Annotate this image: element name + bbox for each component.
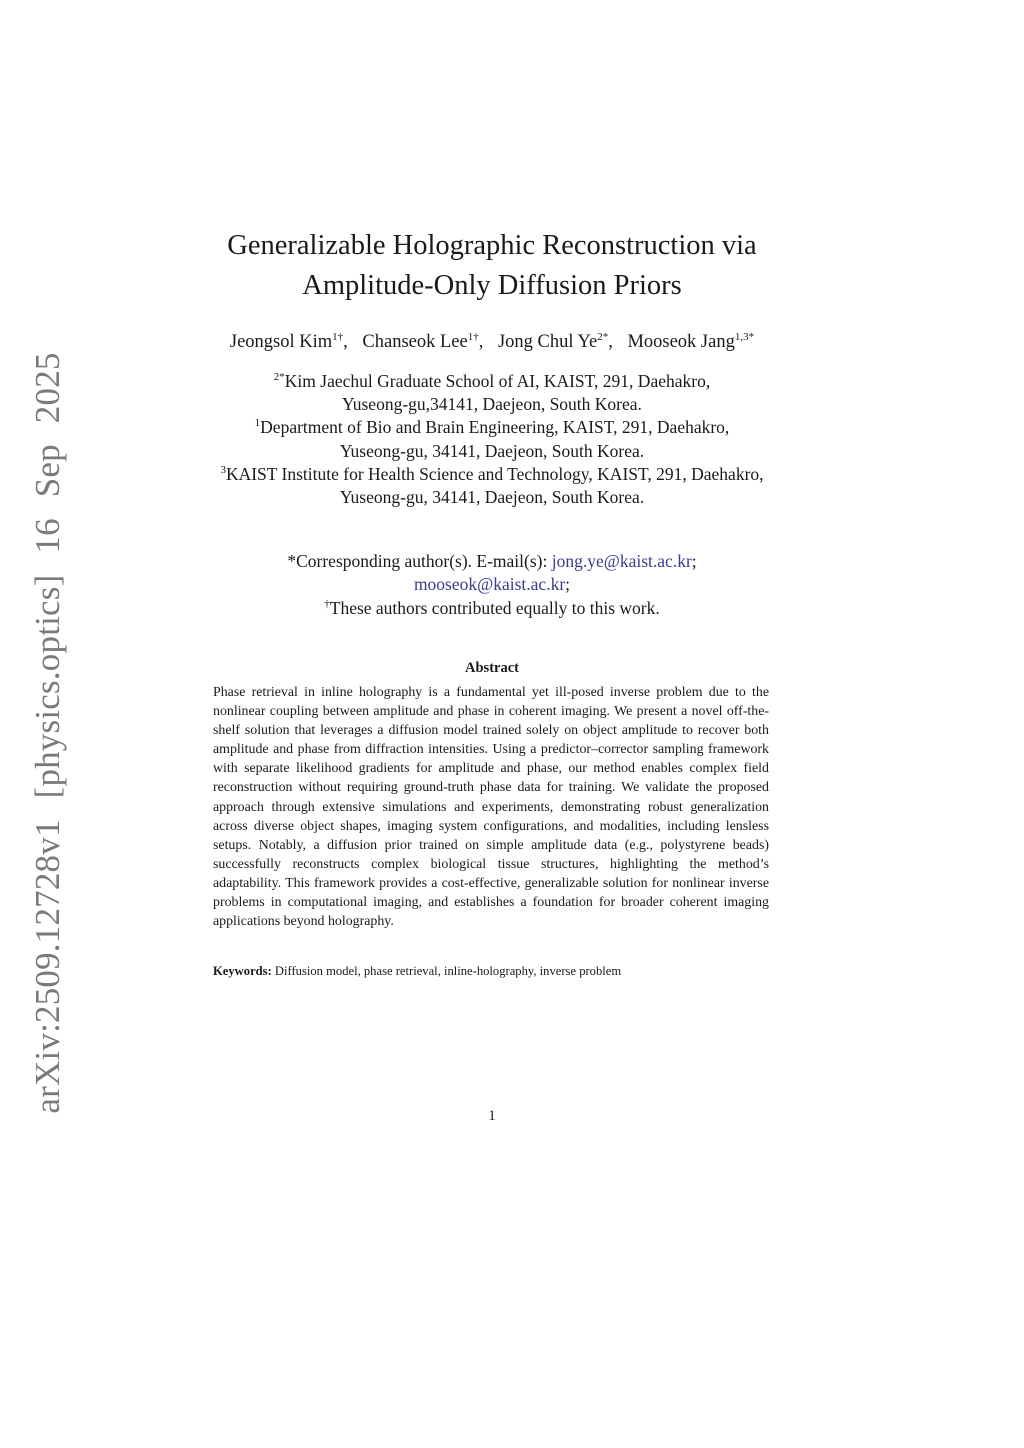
arxiv-identifier-stamp: arXiv:2509.12728v1 [physics.optics] 16 Sep 2025 [28,352,67,1114]
author-list [0,332,984,353]
affiliation-list [0,370,984,509]
punctuation: ; [691,551,697,571]
affiliation-line [0,463,984,486]
author-affiliation-mark: 1† [332,331,344,343]
author-separator: , [608,332,613,352]
author-name: Chanseok Lee [362,332,468,352]
correspondence-line [0,550,984,573]
affiliation-mark: 2* [273,371,285,383]
author-name: Jeongsol Kim [229,332,333,352]
author-name: Jong Chul Ye [497,332,598,352]
abstract-heading: Abstract [465,660,519,676]
affiliation-line: Yuseong-gu,34141, Daejeon, South Korea. [342,394,642,415]
affiliation-text: KAIST Institute for Health Science and Technology, KAIST, 291, Daehakro, [225,463,764,484]
author-affiliation-mark: 2* [597,331,609,343]
page-number: 1 [488,1108,496,1124]
affiliation-mark: 3 [220,463,226,476]
author-separator: , [343,332,348,352]
affiliation-line: Yuseong-gu, 34141, Daejeon, South Korea. [339,487,645,508]
affiliation-line [0,370,984,393]
author-affiliation-mark: 1† [467,331,479,343]
affiliation-mark: 1 [254,417,261,430]
email-link-mooseok[interactable]: mooseok@kaist.ac.kr [413,574,566,595]
correspondence-prefix: *Corresponding author(s). E-mail(s): [287,551,548,571]
affiliation-text: Kim Jaechul Graduate School of AI, KAIST, 291, Daehakro, [284,371,711,391]
correspondence-line [0,573,984,596]
affiliation-text: Department of Bio and Brain Engineering, KAIST, 291, Daehakro, [260,417,730,438]
correspondence-block [0,550,984,620]
email-link-jong-ye[interactable]: jong.ye@kaist.ac.kr [551,551,692,571]
title-line-2: Amplitude-Only Diffusion Priors [302,270,682,301]
affiliation-line [0,416,984,439]
author-affiliation-mark: 1,3* [734,331,755,343]
dagger-mark: † [324,597,330,610]
author-name: Mooseok Jang [627,332,735,352]
abstract-text: Phase retrieval in inline holography is a fundamental yet ill-posed inverse problem due to the nonlinear coupling between amplitude and phase in coherent imaging. We present a novel off-the-shelf solution that leverages a diffusion model trained solely on object amplitude to recover both amplitude and phase from diffraction intensities. Using a predictor–corrector sampling framework with separate likelihood gradients for amplitude and phase, our method enables complex field reconstruction without requiring ground-truth phase data for training. We validate the proposed approach through extensive simulations and experiments, demonstrating robust generalization across diverse object shapes, imaging system configurations, and modalities, including lensless setups. Notably, a diffusion prior trained on simple amplitude data (e.g., polystyrene beads) successfully reconstructs complex biological tissue structures, highlighting the method’s adaptability. This framework provides a cost-effective, generalizable solution for nonlinear inverse problems in computational imaging, and establishes a foundation for broader coherent imaging applications beyond holography. [213,685,769,930]
keywords [213,964,813,979]
keywords-text: Diffusion model, phase retrieval, inline-holography, inverse problem [274,964,622,978]
keywords-label: Keywords: [213,964,272,978]
punctuation: ; [565,574,571,595]
paper-title [0,226,984,306]
equal-contribution-text: These authors contributed equally to this work. [329,597,660,618]
equal-contribution-note [0,597,984,620]
affiliation-line: Yuseong-gu, 34141, Daejeon, South Korea. [339,440,645,461]
author-separator: , [478,332,484,352]
title-line-1: Generalizable Holographic Reconstruction via [227,230,757,261]
